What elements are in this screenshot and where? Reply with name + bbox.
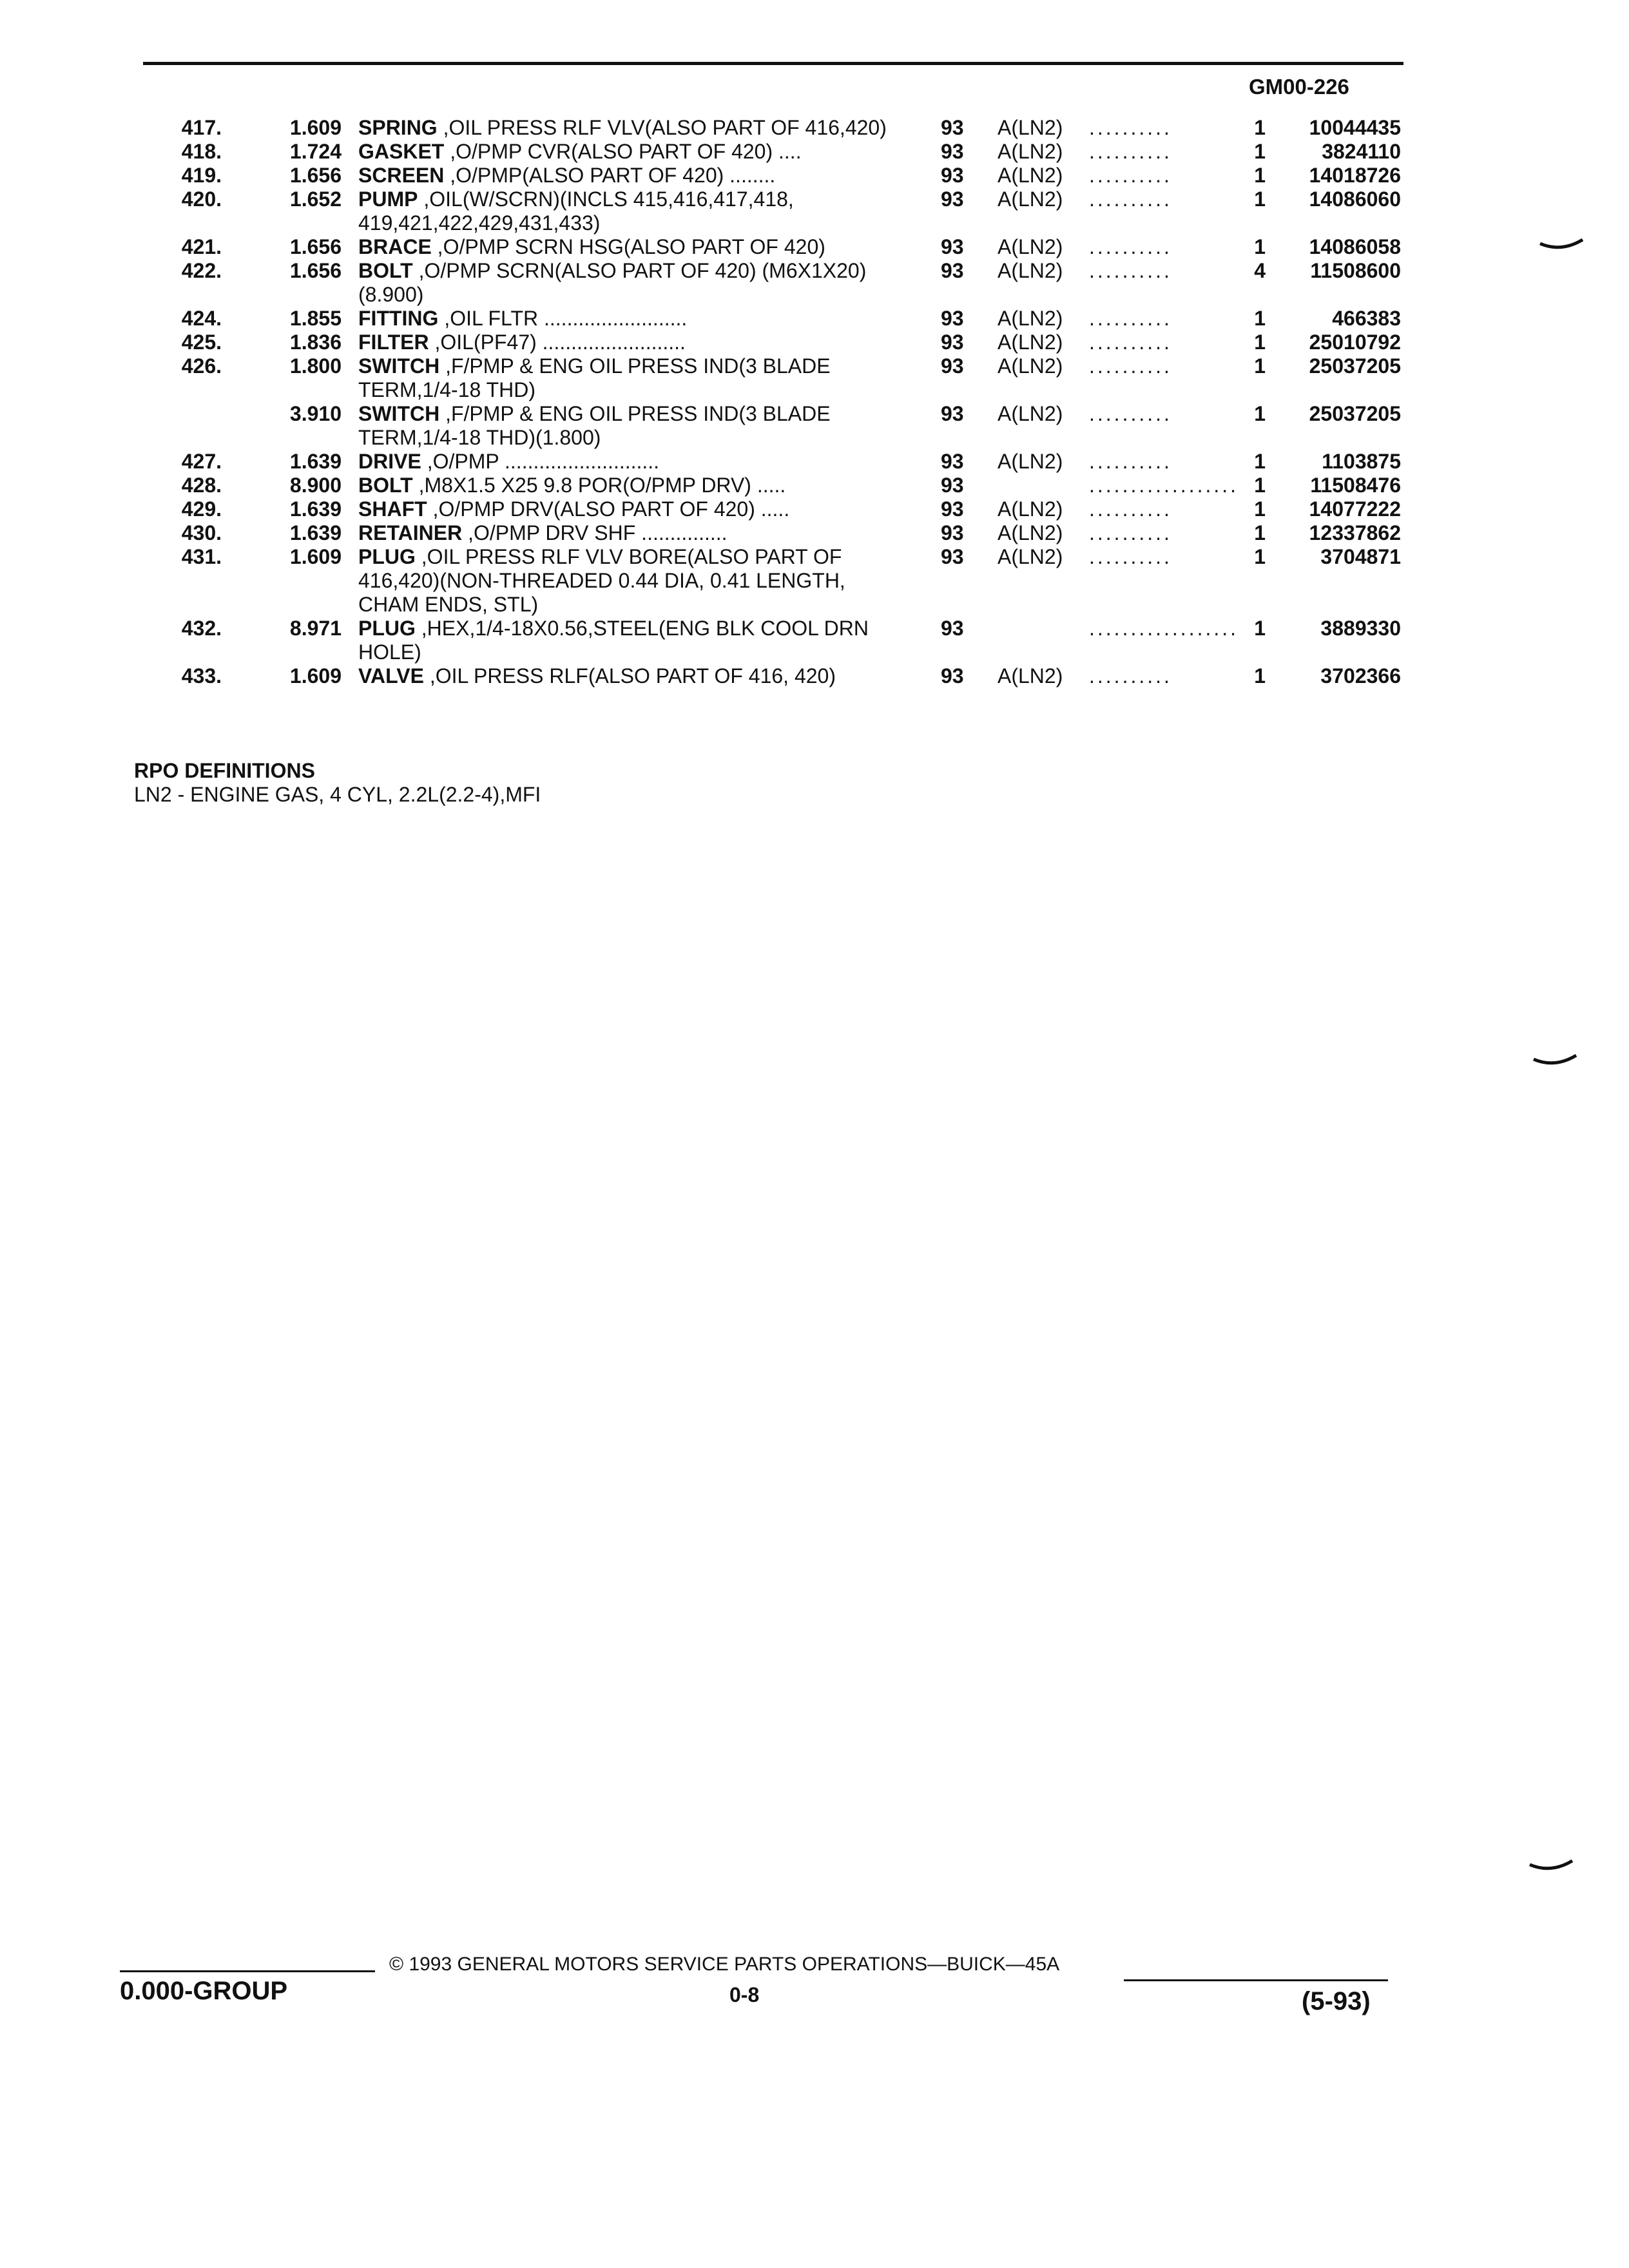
part-fig: 1.639 [289,497,342,521]
footer-copyright: © 1993 GENERAL MOTORS SERVICE PARTS OPERATIONS—BUICK—45A [389,1954,1060,1975]
part-code: A(LN2) [998,664,1063,687]
part-part: 466383 [1332,307,1401,330]
part-qty: 1 [1254,331,1266,354]
part-code: A(LN2) [998,259,1063,282]
part-dots: .......... [1089,497,1172,521]
rpo-heading: RPO DEFINITIONS [134,759,315,782]
part-name: BOLT [358,259,413,282]
part-dots: .......... [1089,307,1172,330]
part-year: 93 [941,259,964,282]
part-detail: ,OIL PRESS RLF VLV BORE(ALSO PART OF 416,420)(NON-THREADED 0.44 DIA, 0.41 LENGTH, CHAM ENDS, STL) [358,545,845,616]
scan-mark [1528,1860,1574,1874]
part-part: 1103875 [1322,450,1401,473]
part-item: 430. [181,521,222,544]
part-qty: 1 [1254,116,1266,139]
part-year: 93 [941,402,964,425]
part-fig: 1.836 [289,331,342,354]
part-item: 433. [181,664,222,687]
part-dots: .................. [1089,474,1239,497]
part-detail: ,OIL PRESS RLF VLV(ALSO PART OF 416,420) [437,116,887,139]
part-dots: .......... [1089,331,1172,354]
part-year: 93 [941,354,964,378]
part-code: A(LN2) [998,116,1063,139]
part-fig: 1.656 [289,259,342,282]
part-item: 421. [181,235,222,258]
part-detail: ,O/PMP SCRN HSG(ALSO PART OF 420) [431,235,825,258]
part-dots: .......... [1089,164,1172,187]
part-fig: 1.800 [289,354,342,378]
part-fig: 1.639 [289,521,342,544]
part-dots: .......... [1089,235,1172,258]
scan-mark [1532,1054,1577,1068]
part-code: A(LN2) [998,140,1063,163]
part-name: GASKET [358,140,445,163]
part-description [358,450,887,474]
top-rule [143,62,1403,65]
part-description [358,521,887,545]
part-detail: ,OIL(PF47) ......................... [429,331,686,354]
part-name: PUMP [358,187,418,211]
part-qty: 1 [1254,664,1266,687]
part-detail: ,O/PMP ........................... [421,450,660,473]
part-detail: ,F/PMP & ENG OIL PRESS IND(3 BLADE TERM,1/4-18 THD) [358,354,831,401]
part-row [0,354,1629,402]
part-dots: .......... [1089,259,1172,282]
part-dots: .......... [1089,664,1172,687]
footer-page-number: 0-8 [729,1983,760,2006]
part-dots: .......... [1089,140,1172,163]
part-item: 429. [181,497,222,521]
part-description [358,474,887,497]
part-name: VALVE [358,664,424,687]
part-dots: .......... [1089,187,1172,211]
part-code: A(LN2) [998,545,1063,568]
part-code: A(LN2) [998,235,1063,258]
part-item: 420. [181,187,222,211]
part-row [0,259,1629,307]
part-code: A(LN2) [998,354,1063,378]
part-name: BRACE [358,235,432,258]
part-fig: 1.724 [289,140,342,163]
part-part: 25010792 [1309,331,1401,354]
part-code: A(LN2) [998,402,1063,425]
part-description [358,307,887,331]
part-year: 93 [941,331,964,354]
part-item: 426. [181,354,222,378]
part-qty: 1 [1254,235,1266,258]
part-item: 422. [181,259,222,282]
part-fig: 8.900 [289,474,342,497]
part-item: 417. [181,116,222,139]
footer-rule-right [1124,1979,1388,1981]
part-item: 424. [181,307,222,330]
part-item: 428. [181,474,222,497]
part-description [358,545,887,617]
part-name: DRIVE [358,450,421,473]
part-qty: 1 [1254,450,1266,473]
part-year: 93 [941,307,964,330]
part-description [358,617,887,664]
part-detail: ,HEX,1/4-18X0.56,STEEL(ENG BLK COOL DRN HOLE) [358,617,869,664]
part-description [358,402,887,450]
part-name: SWITCH [358,402,440,425]
part-name: PLUG [358,617,416,640]
part-code: A(LN2) [998,450,1063,473]
part-part: 14018726 [1309,164,1401,187]
part-part: 25037205 [1309,354,1401,378]
part-year: 93 [941,140,964,163]
part-row [0,402,1629,450]
part-fig: 1.609 [289,664,342,687]
part-description [358,664,887,688]
part-part: 25037205 [1309,402,1401,425]
part-name: BOLT [358,474,413,497]
part-year: 93 [941,164,964,187]
part-dots: .......... [1089,354,1172,378]
part-code: A(LN2) [998,164,1063,187]
part-dots: .......... [1089,545,1172,568]
part-part: 11508476 [1310,474,1401,497]
part-dots: .................. [1089,617,1239,640]
part-item: 431. [181,545,222,568]
part-year: 93 [941,664,964,687]
part-row [0,474,1629,497]
part-row [0,116,1629,140]
part-part: 11508600 [1310,259,1401,282]
part-description [358,497,887,521]
part-qty: 4 [1254,259,1266,282]
part-year: 93 [941,474,964,497]
part-part: 14086060 [1309,187,1401,211]
part-qty: 1 [1254,402,1266,425]
rpo-definitions [134,759,541,807]
part-row [0,497,1629,521]
part-row [0,617,1629,664]
part-qty: 1 [1254,545,1266,568]
part-row [0,187,1629,235]
part-fig: 1.652 [289,187,342,211]
part-row [0,307,1629,331]
part-detail: ,OIL FLTR ......................... [438,307,688,330]
part-fig: 8.971 [289,617,342,640]
part-name: SWITCH [358,354,440,378]
part-description [358,164,887,187]
part-part: 3889330 [1320,617,1401,640]
part-item: 432. [181,617,222,640]
part-fig: 1.656 [289,164,342,187]
part-year: 93 [941,235,964,258]
part-description [358,331,887,354]
part-row [0,235,1629,259]
part-row [0,450,1629,474]
part-item: 419. [181,164,222,187]
footer-rule-left [120,1970,375,1972]
part-year: 93 [941,545,964,568]
part-dots: .......... [1089,116,1172,139]
part-detail: ,OIL PRESS RLF(ALSO PART OF 416, 420) [423,664,836,687]
part-item: 425. [181,331,222,354]
part-name: PLUG [358,545,416,568]
part-part: 12337862 [1309,521,1401,544]
part-detail: ,F/PMP & ENG OIL PRESS IND(3 BLADE TERM,1/4-18 THD)(1.800) [358,402,831,449]
part-name: SCREEN [358,164,445,187]
parts-table [0,116,1629,688]
part-name: SHAFT [358,497,427,521]
part-detail: ,O/PMP CVR(ALSO PART OF 420) .... [444,140,802,163]
part-row [0,521,1629,545]
part-dots: .......... [1089,521,1172,544]
part-qty: 1 [1254,187,1266,211]
part-part: 3702366 [1320,664,1401,687]
part-part: 10044435 [1309,116,1401,139]
document-code: GM00-226 [1249,75,1349,99]
part-qty: 1 [1254,140,1266,163]
part-detail: ,O/PMP(ALSO PART OF 420) ........ [444,164,776,187]
part-row [0,140,1629,164]
part-fig: 1.855 [289,307,342,330]
part-detail: ,O/PMP DRV(ALSO PART OF 420) ..... [427,497,790,521]
part-qty: 1 [1254,164,1266,187]
part-fig: 1.609 [289,116,342,139]
footer-group: 0.000-GROUP [120,1977,288,2005]
part-name: SPRING [358,116,438,139]
part-year: 93 [941,521,964,544]
part-dots: .......... [1089,402,1172,425]
part-detail: ,OIL(W/SCRN)(INCLS 415,416,417,418, 419,421,422,429,431,433) [358,187,794,235]
part-description [358,235,887,259]
part-qty: 1 [1254,617,1266,640]
rpo-line: LN2 - ENGINE GAS, 4 CYL, 2.2L(2.2-4),MFI [134,783,541,806]
part-name: FITTING [358,307,439,330]
part-code: A(LN2) [998,497,1063,521]
part-description [358,259,887,307]
part-code: A(LN2) [998,521,1063,544]
scan-mark [1539,238,1584,253]
part-name: RETAINER [358,521,463,544]
part-row [0,545,1629,617]
part-name: FILTER [358,331,429,354]
part-row [0,331,1629,354]
part-qty: 1 [1254,354,1266,378]
part-detail: ,O/PMP DRV SHF ............... [462,521,728,544]
part-row [0,664,1629,688]
footer-date: (5-93) [1302,1987,1371,2015]
part-item: 427. [181,450,222,473]
part-year: 93 [941,187,964,211]
part-fig: 1.656 [289,235,342,258]
part-part: 3824110 [1322,140,1401,163]
part-part: 14086058 [1309,235,1401,258]
part-fig: 1.639 [289,450,342,473]
part-description [358,116,887,140]
part-code: A(LN2) [998,331,1063,354]
part-part: 3704871 [1320,545,1401,568]
part-year: 93 [941,497,964,521]
part-qty: 1 [1254,474,1266,497]
part-description [358,354,887,402]
part-code: A(LN2) [998,187,1063,211]
part-year: 93 [941,116,964,139]
part-item: 418. [181,140,222,163]
part-qty: 1 [1254,307,1266,330]
part-year: 93 [941,617,964,640]
part-fig: 1.609 [289,545,342,568]
part-year: 93 [941,450,964,473]
part-detail: ,O/PMP SCRN(ALSO PART OF 420) (M6X1X20)(8.900) [358,259,867,306]
part-qty: 1 [1254,497,1266,521]
part-fig: 3.910 [289,402,342,425]
part-part: 14077222 [1309,497,1401,521]
part-dots: .......... [1089,450,1172,473]
part-detail: ,M8X1.5 X25 9.8 POR(O/PMP DRV) ..... [412,474,786,497]
part-qty: 1 [1254,521,1266,544]
part-code: A(LN2) [998,307,1063,330]
part-description [358,140,887,164]
part-description [358,187,887,235]
part-row [0,164,1629,187]
